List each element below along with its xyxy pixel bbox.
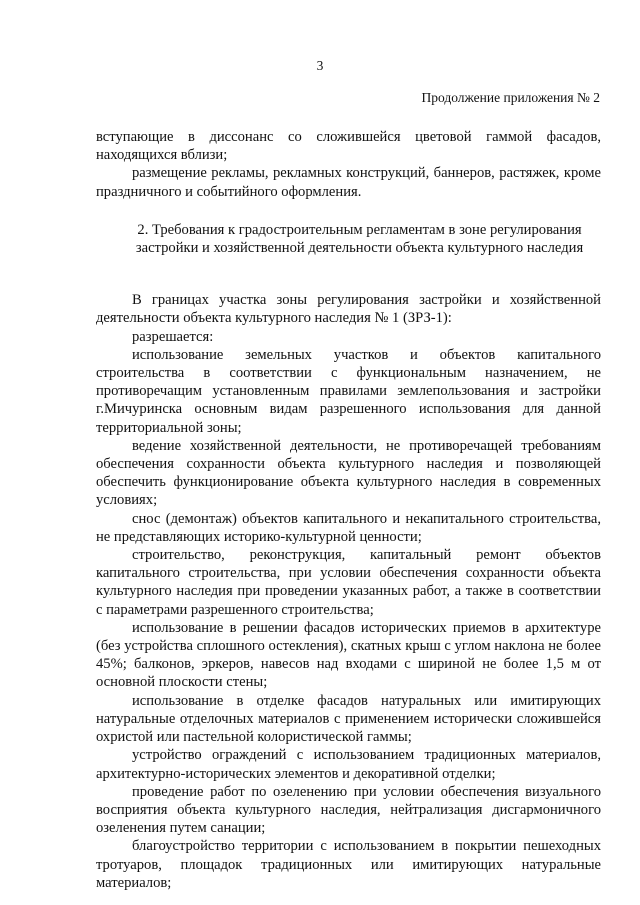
paragraph-4: разрешается:: [132, 328, 214, 345]
paragraph-9: использование в решении фасадов исторических приемов в архитектуре (без устройства сплошного остекления), скатных крыш с углом наклона не более 45%; балконов, эркеров, навесов над входами с шириной не более 1,5 м от основной плоскости стены;: [96, 619, 601, 691]
paragraph-1: вступающие в диссонанс со сложившейся цветовой гаммой фасадов, находящихся вблизи;: [96, 129, 601, 164]
document-body: [96, 128, 601, 892]
section-heading: 2. Требования к градостроительным регламентам в зоне регулирования застройки и хозяйственной деятельности объекта культурного наследия: [135, 221, 584, 257]
paragraph-12: проведение работ по озеленению при условии обеспечения визуального восприятия объекта культурного наследия, нейтрализация дисгармоничного озеленения путем санации;: [96, 783, 601, 837]
paragraph-3: В границах участка зоны регулирования застройки и хозяйственной деятельности объекта культурного наследия № 1 (ЗРЗ-1):: [96, 292, 601, 327]
paragraph-13: благоустройство территории с использованием в покрытии пешеходных тротуаров, площадок традиционных или имитирующих натуральные материалов;: [96, 838, 601, 891]
page-number: 3: [316, 58, 324, 73]
paragraph-8: строительство, реконструкция, капитальный ремонт объектов капитального строительства, при условии обеспечения сохранности объекта культурного наследия при проведении указанных работ, а также в соответствии с параметрами разрешенного строительства;: [96, 547, 601, 618]
paragraph-7: снос (демонтаж) объектов капитального и некапитального строительства, не представляющих историко-культурной ценности;: [96, 510, 601, 545]
paragraph-11: устройство ограждений с использованием традиционных материалов, архитектурно-исторических элементов и декоративной отделки;: [96, 747, 601, 782]
paragraph-5: использование земельных участков и объектов капитального строительства в соответствии с функциональным назначением, не противоречащим установленным правилами землепользования и застройки г.Мичуринска основным видам разрешенного использования для данной территориальной зоны;: [96, 346, 601, 436]
paragraph-10: использование в отделке фасадов натуральных или имитирующих натуральные отделочных материалов с применением исторически сложившейся охристой или пастельной колористической гаммы;: [96, 692, 601, 746]
paragraph-2: размещение рекламы, рекламных конструкций, баннеров, растяжек, кроме праздничного и событийного оформления.: [96, 165, 601, 200]
continuation-note: Продолжение приложения № 2: [421, 90, 600, 105]
paragraph-6: ведение хозяйственной деятельности, не противоречащей требованиям обеспечения сохранности объекта культурного наследия и позволяющей обеспечить функционирование объекта культурного наследия в современных условиях;: [96, 437, 601, 509]
